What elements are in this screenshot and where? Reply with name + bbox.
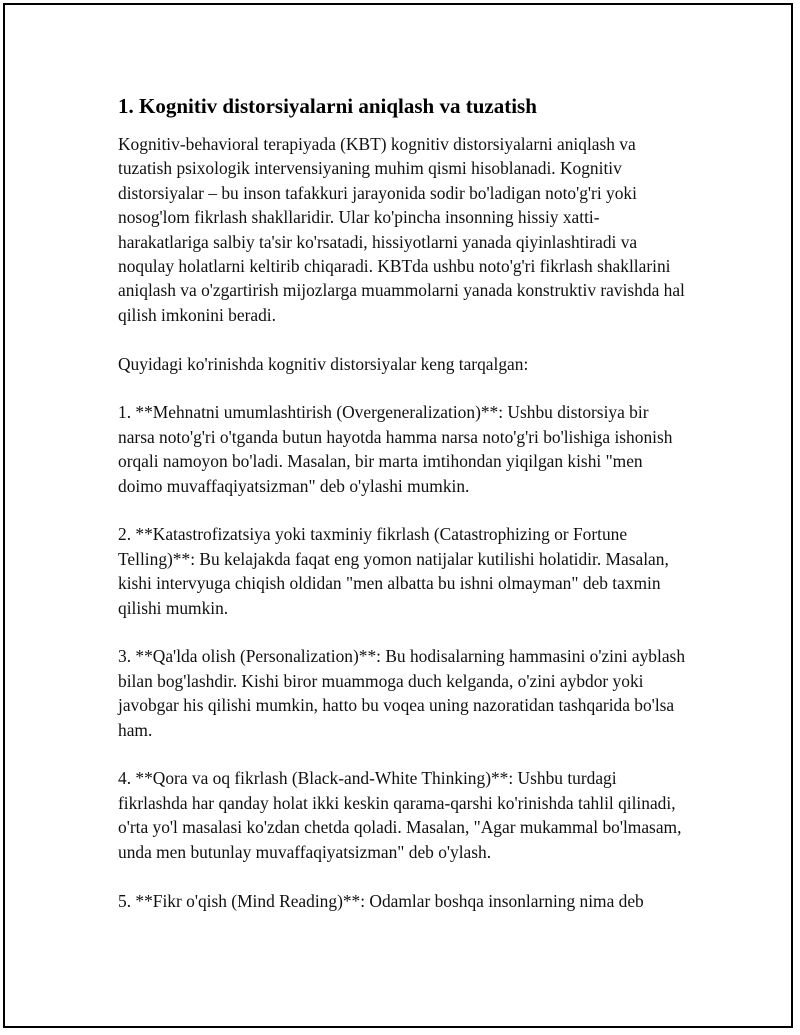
intro-paragraph: Kognitiv-behavioral terapiyada (KBT) kognitiv distorsiyalarni aniqlash va tuzatish psixologik intervensiyaning muhim qismi hisoblanadi. Kognitiv distorsiyalar – bu inson tafakkuri jarayonida sodir bo'ladigan noto'g'ri yoki nosog'lom fikrlash shakllaridir. Ular ko'pincha insonning hissiy xatti-harakatlariga salbiy ta'sir ko'rsatadi, hissiyotlarni yanada qiyinlashtiradi va noqulay holatlarni keltirib chiqaradi. KBTda ushbu noto'g'ri fikrlash shakllarini aniqlash va o'zgartirish mijozlarga muammolarni yanada konstruktiv ravishda hal qilish imkonini beradi. xyxy=(118,134,685,325)
list-item-catastrophizing: 2. **Katastrofizatsiya yoki taxminiy fikrlash (Catastrophizing or Fortune Telling)**: Bu kelajakda faqat eng yomon natijalar kutilishi holatidir. Masalan, kishi intervyuga chiqish oldidan "men albatta bu ishni olmayman" deb taxmin qilishi mumkin. xyxy=(118,524,669,618)
section-heading: 1. Kognitiv distorsiyalarni aniqlash va tuzatish xyxy=(118,94,537,118)
list-intro-paragraph: Quyidagi ko'rinishda kognitiv distorsiyalar keng tarqalgan: xyxy=(118,353,529,374)
list-item-black-and-white: 4. **Qora va oq fikrlash (Black-and-White Thinking)**: Ushbu turdagi fikrlashda har qanday holat ikki keskin qarama-qarshi ko'rinishda tahlil qilinadi, o'rta yo'l masalasi ko'zdan chetda qoladi. Masalan, "Agar mukammal bo'lmasam, unda men butunlay muvaffaqiyatsizman" deb o'ylash. xyxy=(118,768,682,862)
list-item-mind-reading: 5. **Fikr o'qish (Mind Reading)**: Odamlar boshqa insonlarning nima deb xyxy=(118,890,644,911)
list-item-personalization: 3. **Qa'lda olish (Personalization)**: Bu hodisalarning hammasini o'zini ayblash bilan bog'lashdir. Kishi biror muammoga duch kelganda, o'zini aybdor yoki javobgar his qilishi mumkin, hatto bu voqea uning nazoratidan tashqarida bo'lsa ham. xyxy=(118,646,686,740)
list-item-overgeneralization: 1. **Mehnatni umumlashtirish (Overgeneralization)**: Ushbu distorsiya bir narsa noto'g'ri o'tganda butun hayotda hamma narsa noto'g'ri bo'lishiga ishonish orqali namoyon bo'ladi. Masalan, bir marta imtihondan yiqilgan kishi "men doimo muvaffaqiyatsizman" deb o'ylashi mumkin. xyxy=(118,402,673,496)
document-body xyxy=(118,92,688,937)
